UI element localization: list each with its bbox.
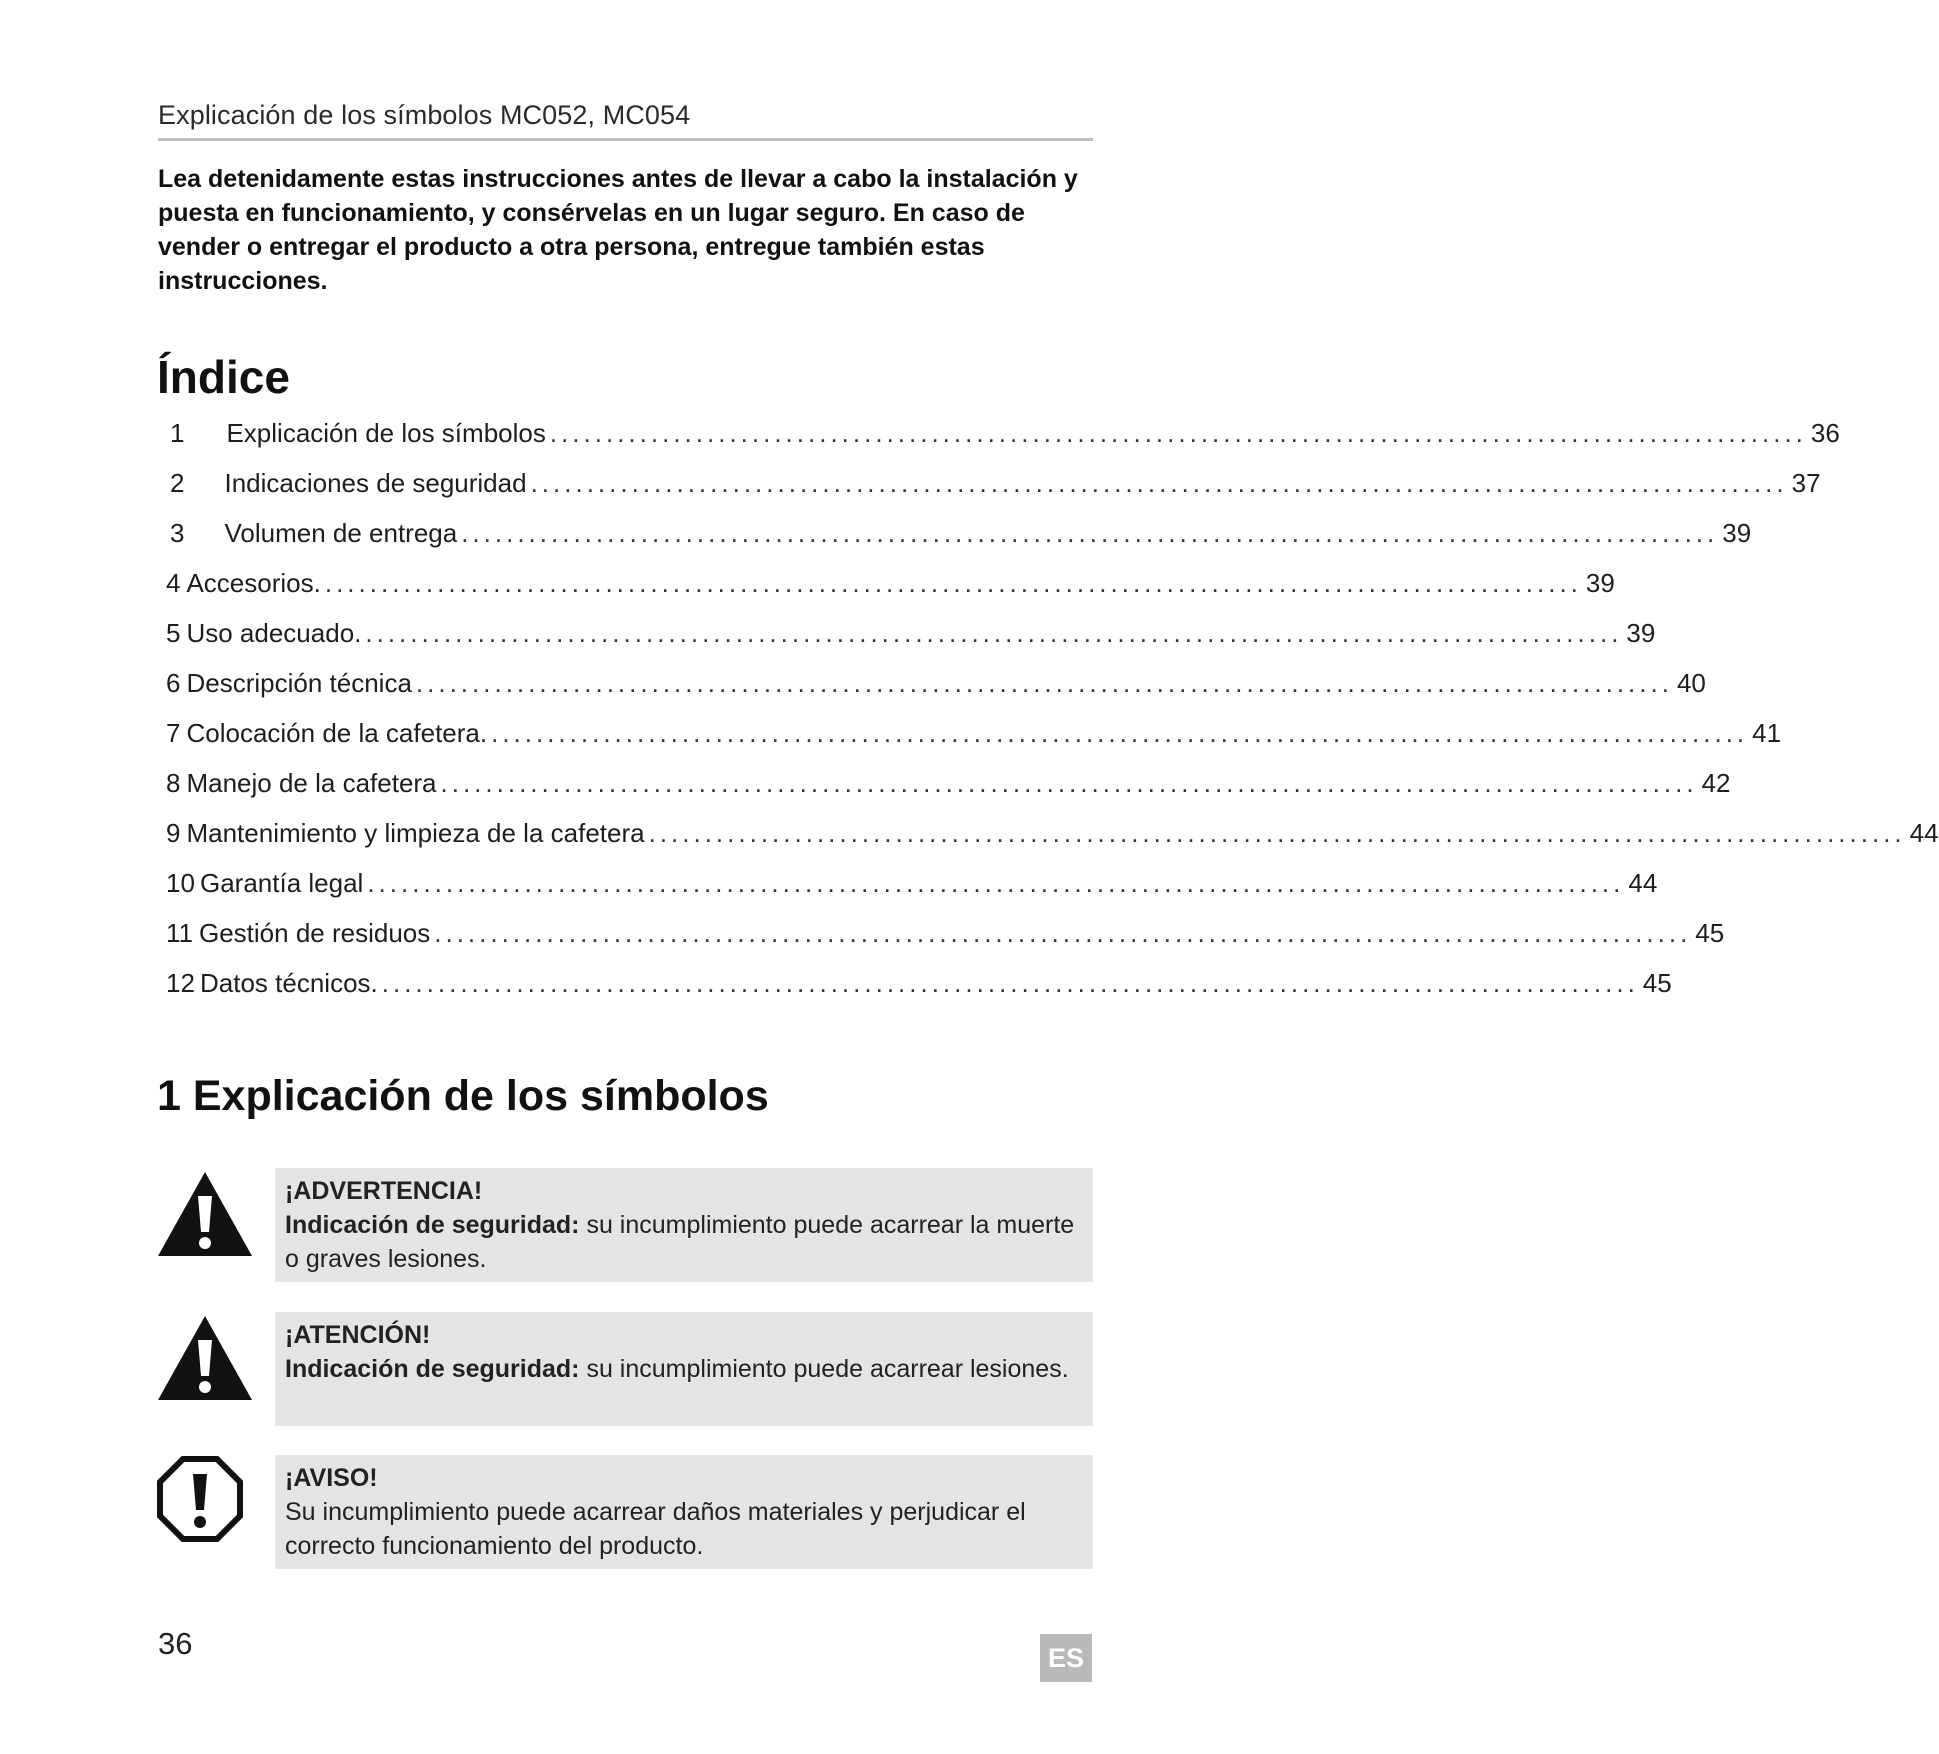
toc-title: Descripción técnica — [186, 668, 412, 698]
toc-entry-2[interactable] — [170, 468, 1821, 518]
language-badge: ES — [1040, 1634, 1092, 1682]
caution-triangle-icon — [156, 1314, 254, 1402]
toc-leader: ................................................................................................................ — [434, 918, 1692, 948]
notice-text: Su incumplimiento puede acarrear daños materiales y perjudicar el correcto funcionamiento del producto. — [285, 1498, 1026, 1560]
toc-entry-1[interactable] — [170, 418, 1840, 468]
notice-text: su incumplimiento puede acarrear la muerte o graves lesiones. — [285, 1211, 1075, 1273]
toc-entry-11[interactable] — [166, 918, 1725, 968]
toc-entry-9[interactable] — [166, 818, 1939, 868]
toc-title: Datos técnicos. — [200, 968, 378, 998]
toc-title: Garantía legal — [200, 868, 364, 898]
toc-page: 40 — [1676, 668, 1706, 698]
toc-entry-4[interactable] — [166, 568, 1615, 618]
toc-entry-3[interactable] — [170, 518, 1752, 568]
toc-entry-7[interactable] — [166, 718, 1782, 768]
toc-leader: ................................................................................................................ — [381, 968, 1639, 998]
toc-number: 1 — [170, 418, 185, 448]
toc-number: 11 — [166, 918, 193, 948]
toc-page: 39 — [1626, 618, 1656, 648]
notice-lead: Indicación de seguridad: — [285, 1355, 580, 1383]
toc-number: 6 — [166, 668, 181, 698]
notice-warning — [275, 1168, 1093, 1282]
toc-number: 10 — [166, 868, 195, 898]
toc-entry-12[interactable] — [166, 968, 1672, 1018]
toc-leader: ................................................................................................................ — [365, 618, 1623, 648]
toc-page: 44 — [1628, 868, 1658, 898]
notice-title: ¡ADVERTENCIA! — [285, 1177, 483, 1205]
toc-title: Explicación de los símbolos — [226, 418, 546, 448]
toc-leader: ................................................................................................................ — [324, 568, 1582, 598]
toc-page: 39 — [1585, 568, 1615, 598]
toc-number: 5 — [166, 618, 181, 648]
toc-page: 41 — [1752, 718, 1782, 748]
toc-title: Gestión de residuos — [199, 918, 431, 948]
toc-page: 42 — [1701, 768, 1731, 798]
toc-leader: ................................................................................................................ — [367, 868, 1625, 898]
toc-title: Colocación de la cafetera. — [186, 718, 488, 748]
header-divider — [158, 138, 1093, 141]
toc-title: Manejo de la cafetera — [186, 768, 437, 798]
toc-entry-8[interactable] — [166, 768, 1731, 818]
toc-page: 44 — [1909, 818, 1939, 848]
toc-number: 3 — [170, 518, 185, 548]
notice-title: ¡AVISO! — [285, 1464, 378, 1492]
toc-leader: ................................................................................................................ — [648, 818, 1906, 848]
toc-number: 4 — [166, 568, 181, 598]
notice-octagon-icon — [157, 1456, 243, 1542]
toc-page: 36 — [1810, 418, 1840, 448]
index-heading: Índice — [157, 351, 290, 403]
toc-page: 45 — [1642, 968, 1672, 998]
document-header-title: Explicación de los símbolos MC052, MC054 — [158, 100, 691, 130]
toc-leader: ................................................................................................................ — [461, 518, 1719, 548]
notice-title: ¡ATENCIÓN! — [285, 1321, 431, 1349]
notice-caution — [275, 1312, 1093, 1426]
intro-paragraph: Lea detenidamente estas instrucciones antes de llevar a cabo la instalación y puesta en funcionamiento, y consérvelas en un lugar seguro. En caso de vender o entregar el producto a otra persona, entregue también estas instrucciones. — [158, 165, 1078, 295]
toc-leader: ................................................................................................................ — [549, 418, 1807, 448]
toc-page: 45 — [1695, 918, 1725, 948]
toc-leader: ................................................................................................................ — [491, 718, 1749, 748]
toc-number: 12 — [166, 968, 195, 998]
toc-page: 39 — [1722, 518, 1752, 548]
toc-entry-10[interactable] — [166, 868, 1658, 918]
toc-title: Volumen de entrega — [224, 518, 458, 548]
toc-number: 8 — [166, 768, 181, 798]
notice-text: su incumplimiento puede acarrear lesiones. — [579, 1355, 1069, 1383]
toc-title: Accesorios. — [186, 568, 321, 598]
toc-title: Mantenimiento y limpieza de la cafetera — [186, 818, 645, 848]
section-heading-symbols: 1 Explicación de los símbolos — [157, 1072, 769, 1120]
toc-title: Uso adecuado. — [186, 618, 362, 648]
warning-triangle-icon — [156, 1170, 254, 1258]
toc-page: 37 — [1791, 468, 1821, 498]
toc-leader: ................................................................................................................ — [530, 468, 1788, 498]
toc-title: Indicaciones de seguridad — [224, 468, 527, 498]
toc-leader: ................................................................................................................ — [415, 668, 1673, 698]
notice-info — [275, 1455, 1093, 1569]
toc-number: 9 — [166, 818, 181, 848]
notice-lead: Indicación de seguridad: — [285, 1211, 580, 1239]
toc-number: 2 — [170, 468, 185, 498]
toc-entry-5[interactable] — [166, 618, 1656, 668]
toc-leader: ................................................................................................................ — [440, 768, 1698, 798]
page-number: 36 — [158, 1626, 193, 1661]
toc-number: 7 — [166, 718, 181, 748]
toc-entry-6[interactable] — [166, 668, 1706, 718]
